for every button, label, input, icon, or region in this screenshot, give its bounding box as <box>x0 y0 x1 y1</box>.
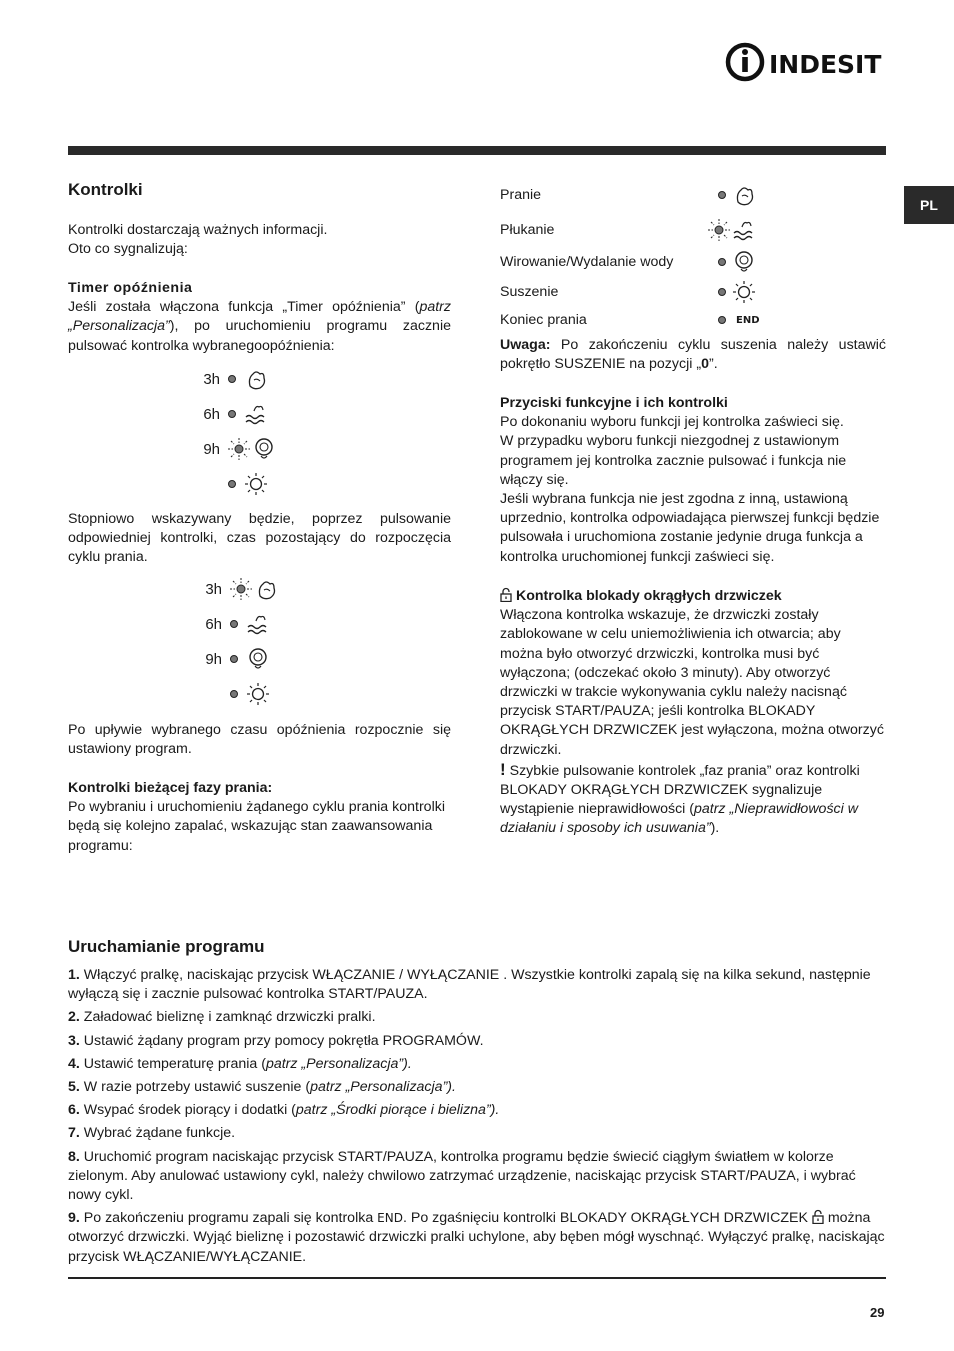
start-steps-list <box>68 966 886 1271</box>
rinse-icon <box>242 401 272 427</box>
led-blinking-icon <box>708 217 730 243</box>
countdown-indicator-6h: 6h <box>192 611 274 637</box>
delay-indicator-dry <box>228 471 272 497</box>
step-item: 5. W razie potrzeby ustawić suszenie (patrz „Personalizacja”). <box>68 1079 456 1096</box>
timer-title: Timer opóźnienia <box>68 280 193 296</box>
led-blinking-icon <box>228 436 250 462</box>
led-off <box>230 690 238 698</box>
delay-indicator-9h: 9h <box>190 436 280 462</box>
intro-line-2: Oto co sygnalizują: <box>68 241 188 258</box>
wash-icon <box>730 182 760 208</box>
led-off <box>718 191 726 199</box>
door-lock-section <box>500 587 886 839</box>
dry-icon <box>242 471 272 497</box>
phase-section <box>68 779 451 856</box>
warning-paragraph: ! Szybkie pulsowanie kontrolek „faz prania” oraz kontrolki BLOKADY OKRĄGŁYCH DRZWICZEK sygnalizuje wystąpienie nieprawidłowości (patrz „Nieprawidłowości w działaniu i sposoby ich usuwania”). <box>500 759 860 837</box>
dry-icon <box>730 279 760 305</box>
function-paragraph-1: Po dokonaniu wyboru funkcji jej kontrolka zaświeci się. <box>500 414 844 431</box>
led-off <box>718 316 726 324</box>
led-off <box>230 655 238 663</box>
warning-icon: ! <box>500 759 506 779</box>
spin-icon <box>250 436 280 462</box>
end-icon: END <box>377 1211 403 1226</box>
rinse-icon <box>730 217 760 243</box>
step-item: 1. Włączyć pralkę, naciskając przycisk WŁĄCZANIE / WYŁĄCZANIE . Wszystkie kontrolki zapalą się na kilka sekund, następnie wyłączą się i zacznie pulsować kontrolka START/PAUZA. <box>68 967 871 1003</box>
phase-title: Kontrolki bieżącej fazy prania: <box>68 780 273 796</box>
timer-paragraph-3: Po upływie wybranego czasu opóźnienia rozpocznie się ustawiony program. <box>68 722 451 758</box>
footer-rule <box>68 1277 886 1279</box>
led-off <box>230 620 238 628</box>
dry-icon <box>244 681 274 707</box>
step-item: 6. Wsypać środek piorący i dodatki (patrz „Środki piorące i bielizna”). <box>68 1102 500 1119</box>
padlock-icon <box>812 1209 824 1224</box>
step-item: 3. Ustawić żądany program przy pomocy pokrętła PROGRAMÓW. <box>68 1032 484 1049</box>
function-paragraph-2: W przypadku wyboru funkcji niezgodnej z ustawionym programem jej kontrolka zacznie pulsować i funkcja nie włączy się. <box>500 433 847 488</box>
uwaga-note: Uwaga: Po zakończeniu cyklu suszenia należy ustawić pokrętło SUSZENIE na pozycji „0”. <box>500 337 886 373</box>
door-lock-paragraph: Włączona kontrolka wskazuje, że drzwiczki zostały zablokowane w celu uniemożliwienia ich otwarcia; aby można było otworzyć drzwiczki, kontrolka musi być wyłączona; (odczekać około 3 minuty). Aby otworzyć drzwiczki w trakcie wykonywania cyklu należy nacisnąć przycisk START/PAUZA; jeśli kontrolka BLOKADY OKRĄGŁYCH DRZWICZEK jest wyłączona, można otworzyć drzwiczki. <box>500 607 884 758</box>
led-off <box>228 480 236 488</box>
phase-row-koniec: Koniec prania END <box>500 312 760 328</box>
brand-text: INDESIT <box>769 50 882 79</box>
step-item: 8. Uruchomić program naciskając przycisk START/PAUZA, kontrolka programu będzie świecić ciągłym światłem w kolorze zielonym. Aby anulować ustawiony cykl, należy chwilowo zatrzymać urządzenie, naciskając przycisk START/PAUZA, i wybrać nowy cykl. <box>68 1148 856 1204</box>
phase-row-suszenie: Suszenie <box>500 280 760 304</box>
spin-icon <box>244 646 274 672</box>
phase-row-pranie: Pranie <box>500 183 760 207</box>
countdown-indicator-dry <box>230 681 274 707</box>
countdown-indicator-3h: 3h <box>192 576 282 602</box>
led-off <box>718 258 726 266</box>
page-number: 29 <box>870 1305 885 1320</box>
timer-paragraph-2: Stopniowo wskazywany będzie, poprzez pulsowanie odpowiedniej kontrolki, czas pozostający do rozpoczęcia cyklu prania. <box>68 511 451 566</box>
step-item: 7. Wybrać żądane funkcje. <box>68 1125 236 1142</box>
step-item: 4. Ustawić temperaturę prania (patrz „Personalizacja”). <box>68 1055 412 1072</box>
delay-indicator-6h: 6h <box>190 401 272 427</box>
step-item: 2. Załadować bieliznę i zamknąć drzwiczki pralki. <box>68 1009 376 1026</box>
step-item: 9. Po zakończeniu programu zapali się kontrolka END. Po zgaśnięciu kontrolki BLOKADY OKRĄGŁYCH DRZWICZEK można otworzyć drzwiczki. Wyjąć bieliznę i pozostawić drzwiczki pralki uchylone, aby bęben mógł wyschnąć. Wyłączyć pralkę, naciskając przycisk WŁĄCZANIE/WYŁĄCZANIE. <box>68 1210 885 1265</box>
phase-row-plukanie: Płukanie <box>500 218 760 242</box>
phase-paragraph: Po wybraniu i uruchomieniu żądanego cyklu prania kontrolki będą się kolejno zapalać, wskazując stan zaawansowania programu: <box>68 799 445 854</box>
section-title-uruchamianie: Uruchamianie programu <box>68 937 265 956</box>
delay-indicator-3h: 3h <box>190 366 272 392</box>
timer-section <box>68 279 451 356</box>
led-blinking-icon <box>230 576 252 602</box>
countdown-indicator-9h: 9h <box>192 646 274 672</box>
padlock-icon <box>500 587 512 602</box>
door-lock-title: Kontrolka blokady okrągłych drzwiczek <box>500 587 886 606</box>
end-icon: END <box>736 314 760 326</box>
led-off <box>718 288 726 296</box>
section-title-kontrolki: Kontrolki <box>68 180 143 199</box>
spin-icon <box>730 249 760 275</box>
led-off <box>228 375 236 383</box>
rinse-icon <box>244 611 274 637</box>
intro-line-1: Kontrolki dostarczają ważnych informacji. <box>68 222 328 238</box>
function-paragraph-3: Jeśli wybrana funkcja nie jest zgodna z inną, ustawioną uprzednio, kontrolka odpowiadająca pierwszej funkcji będzie pulsowała i uruchomiona zostanie jedynie druga funkcja a kontrolka uruchomionej funkcji zaświeci się. <box>500 491 880 565</box>
wash-icon <box>252 576 282 602</box>
timer-paragraph-1: Jeśli została włączona funkcja „Timer opóźnienia” (patrz „Personalizacja”), po uruchomieniu programu zacznie pulsować kontrolka wybranegoopóźnienia: <box>68 299 451 354</box>
phase-row-wirowanie: Wirowanie/Wydalanie wody <box>500 250 760 274</box>
function-title: Przyciski funkcyjne i ich kontrolki <box>500 395 728 411</box>
wash-icon <box>242 366 272 392</box>
function-buttons-section <box>500 394 886 567</box>
intro-text <box>68 221 451 259</box>
language-tab: PL <box>904 186 954 224</box>
indesit-logo <box>725 40 890 84</box>
header-rule <box>68 146 886 155</box>
led-off <box>228 410 236 418</box>
